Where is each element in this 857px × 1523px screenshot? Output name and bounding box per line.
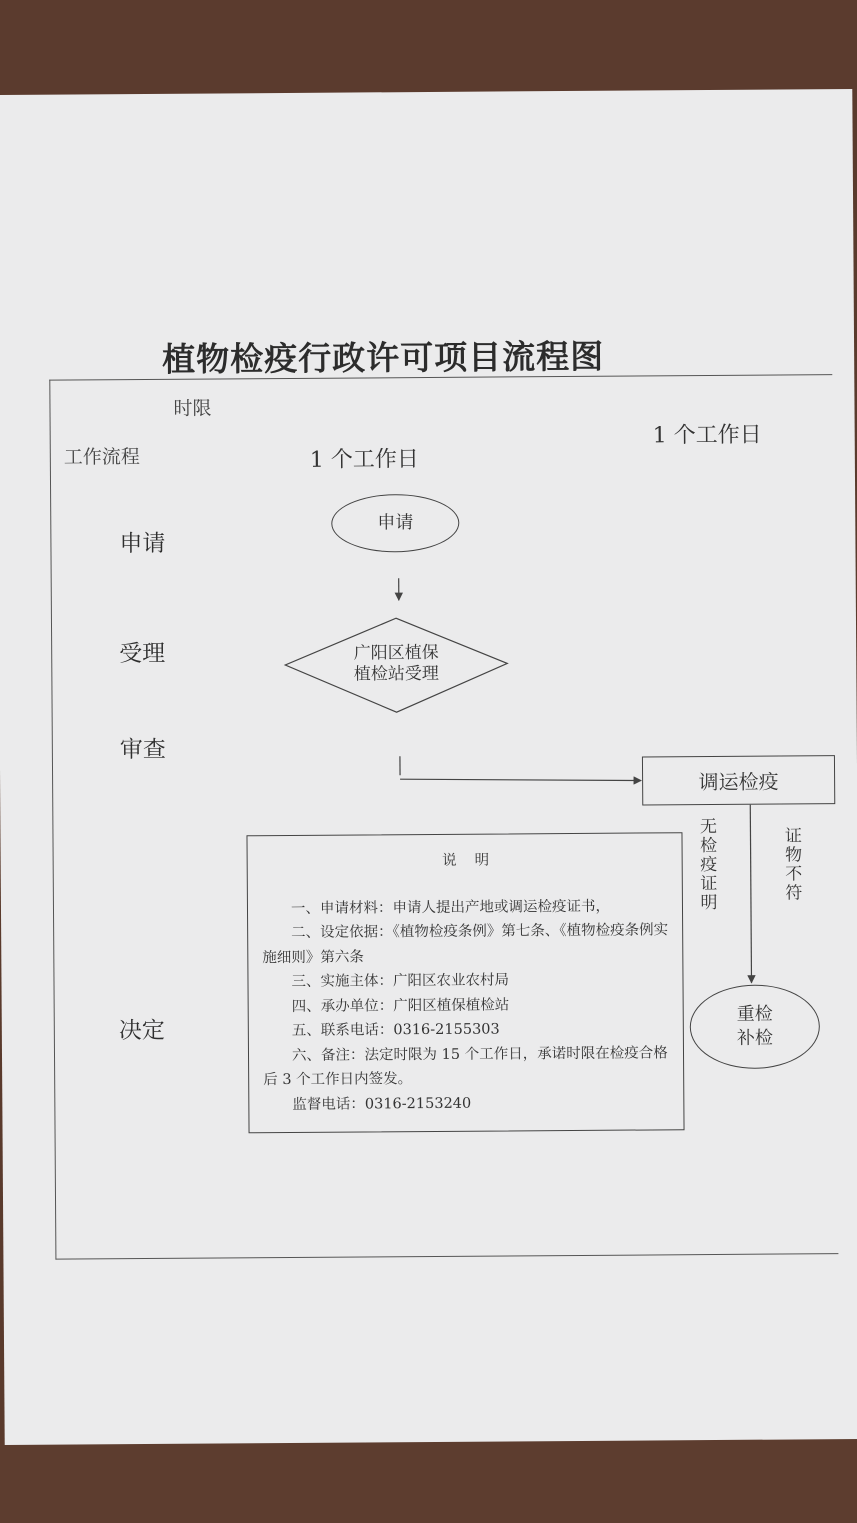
note-item-basis: 二、设定依据：《植物检疫条例》第七条、《植物检疫条例实施细则》第六条 [262, 922, 669, 966]
page-title: 植物检疫行政许可项目流程图 [162, 336, 605, 379]
paper-sheet [0, 89, 857, 1445]
arrow-transport-to-recheck [750, 805, 751, 983]
note-item-materials: 一、申请材料：申请人提出产地或调运检疫证书， [290, 898, 611, 917]
stage-review: 审查 [119, 736, 166, 764]
desk-background-top [0, 0, 857, 100]
node-recheck-line2: 补检 [736, 1027, 773, 1049]
notes-heading: 说明 [442, 852, 508, 869]
desk-background-bottom [0, 1440, 857, 1523]
branch-label-mismatch: 证物不符 [784, 826, 803, 904]
time-limit-left: 1 个工作日 [309, 447, 419, 473]
arrow-review-to-transport [400, 778, 641, 783]
branch-label-no-certificate: 无检疫证明 [699, 816, 718, 914]
node-accept-line1: 广阳区植保 [353, 642, 439, 664]
note-item-supervision-phone: 监督电话：0316-2153240 [292, 1095, 472, 1113]
stage-apply: 申请 [119, 530, 166, 558]
note-item-phone: 五、联系电话：0316-2155303 [291, 1021, 500, 1039]
note-item-authority: 三、实施主体：广阳区农业农村局 [291, 972, 510, 990]
time-limit-right: 1 个工作日 [652, 422, 762, 449]
time-limit-header: 时限 [173, 397, 212, 420]
node-transport-quarantine [642, 755, 835, 805]
work-flow-header: 工作流程 [63, 446, 140, 469]
node-accept-line2: 植检站受理 [353, 663, 439, 685]
node-accept [317, 643, 475, 686]
notes-box [246, 832, 684, 1133]
stage-decision: 决定 [118, 1017, 165, 1045]
node-transport-label: 调运检疫 [698, 769, 779, 795]
stage-accept: 受理 [119, 640, 166, 668]
note-item-handling-unit: 四、承办单位：广阳区植保植检站 [291, 996, 510, 1015]
node-apply-label: 申请 [377, 512, 414, 534]
node-recheck-line1: 重检 [736, 1003, 773, 1025]
note-item-remarks: 六、备注：法定时限为 15 个工作日，承诺时限在检疫合格后 3 个工作日内签发。 [263, 1044, 668, 1089]
